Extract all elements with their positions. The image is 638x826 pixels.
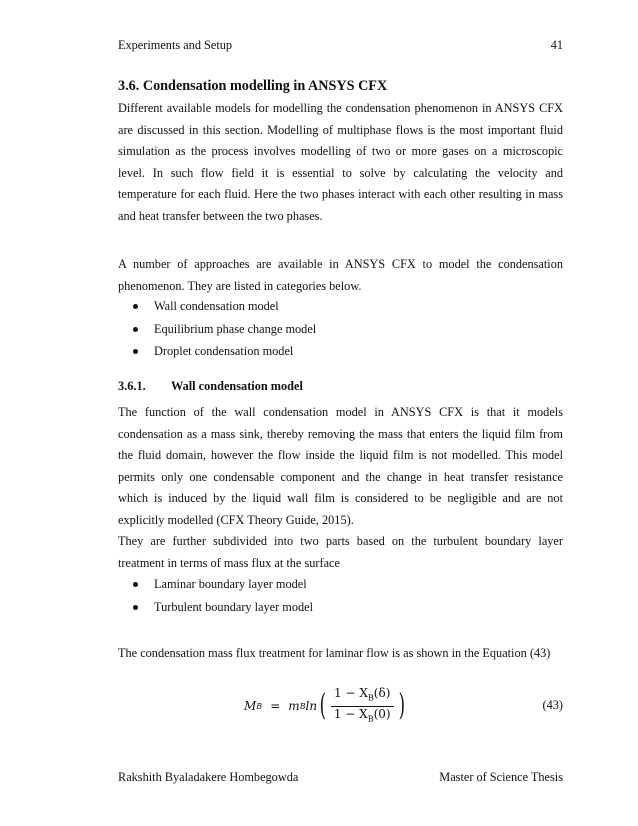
subsection-title: Wall condensation model [171, 379, 303, 393]
paragraph-line: permits only one condensable component and the change in heat transfer resistance [118, 469, 563, 484]
paragraph-line: phenomenon. They are listed in categories below. [118, 278, 362, 293]
bullet-icon [133, 605, 138, 610]
equation-number: (43) [542, 698, 563, 712]
paragraph-line: are discussed in this section. Modelling of multiphase flows is the most important fluid [118, 122, 563, 137]
fraction-denominator: $1 - X_B(0)$ [333, 706, 391, 723]
bullet-icon [133, 304, 138, 309]
paragraph-line: temperature for each fluid. Here the two phases interact with each other resulting in mass [118, 187, 563, 201]
paragraph-line: and heat transfer between the two phases. [118, 208, 323, 223]
page-footer [118, 769, 563, 785]
paragraph-line: the fluid domain, however the flow inside the liquid film is not modelled. This model [118, 448, 563, 462]
wall-model-paragraph [118, 402, 563, 574]
paragraph-line: They are further subdivided into two parts based on the turbulent boundary layer [118, 534, 563, 548]
paragraph-line: level. In such flow field it is essential to solve by calculating the velocity and [118, 165, 563, 180]
degree-label: Master of Science Thesis [439, 770, 563, 784]
page-header [118, 37, 563, 53]
subsection-heading [118, 378, 303, 394]
fraction-numerator: $1 - X_B(\delta)$ [334, 686, 391, 703]
list-item: Wall condensation model [133, 295, 316, 318]
right-paren: ) [398, 688, 405, 723]
list-item: Droplet condensation model [133, 340, 316, 363]
paragraph-line: explicitly modelled (CFX Theory Guide, 2015). [118, 512, 354, 527]
chapter-title: Experiments and Setup [118, 38, 233, 52]
paragraph-line: simulation as the process involves modelling of two or more gases on a microscopic [118, 144, 563, 158]
boundary-bullet-list [133, 573, 313, 618]
section-heading: 3.6. Condensation modelling in ANSYS CFX [118, 78, 388, 94]
intro-paragraph [118, 98, 563, 227]
paragraph-line: condensation as a mass sink, thereby removing the mass that enters the liquid film from [118, 426, 563, 441]
fraction [331, 686, 394, 726]
list-item: Turbulent boundary layer model [133, 596, 313, 619]
paragraph-line: The condensation mass flux treatment for laminar flow is as shown in the Equation (43) [118, 646, 551, 660]
equation-formula: M B = m B ln ( $\frac{1 - X_B(\delta)}{1 - X_B(0)}$ ) [244, 686, 407, 726]
paragraph-line: A number of approaches are available in ANSYS CFX to model the condensation [118, 257, 563, 271]
approaches-paragraph [118, 254, 563, 297]
bullet-icon [133, 327, 138, 332]
bullet-icon [133, 349, 138, 354]
left-paren: ( [319, 688, 327, 723]
paragraph-line: which is induced by the liquid wall film is considered to be negligible and are not [118, 491, 563, 505]
page-number: 41 [550, 38, 563, 52]
list-item: Equilibrium phase change model [133, 318, 316, 341]
models-bullet-list [133, 295, 316, 363]
paragraph-line: treatment in terms of mass flux at the surface [118, 555, 340, 570]
equation-43 [118, 686, 563, 726]
subsection-number: 3.6.1. [118, 379, 146, 393]
equation-intro-paragraph [118, 643, 563, 665]
author-name: Rakshith Byaladakere Hombegowda [118, 770, 299, 784]
list-item: Laminar boundary layer model [133, 573, 313, 596]
paragraph-line: The function of the wall condensation model in ANSYS CFX is that it models [118, 405, 563, 419]
bullet-icon [133, 582, 138, 587]
paragraph-line: Different available models for modelling the condensation phenomenon in ANSYS CFX [118, 101, 563, 115]
